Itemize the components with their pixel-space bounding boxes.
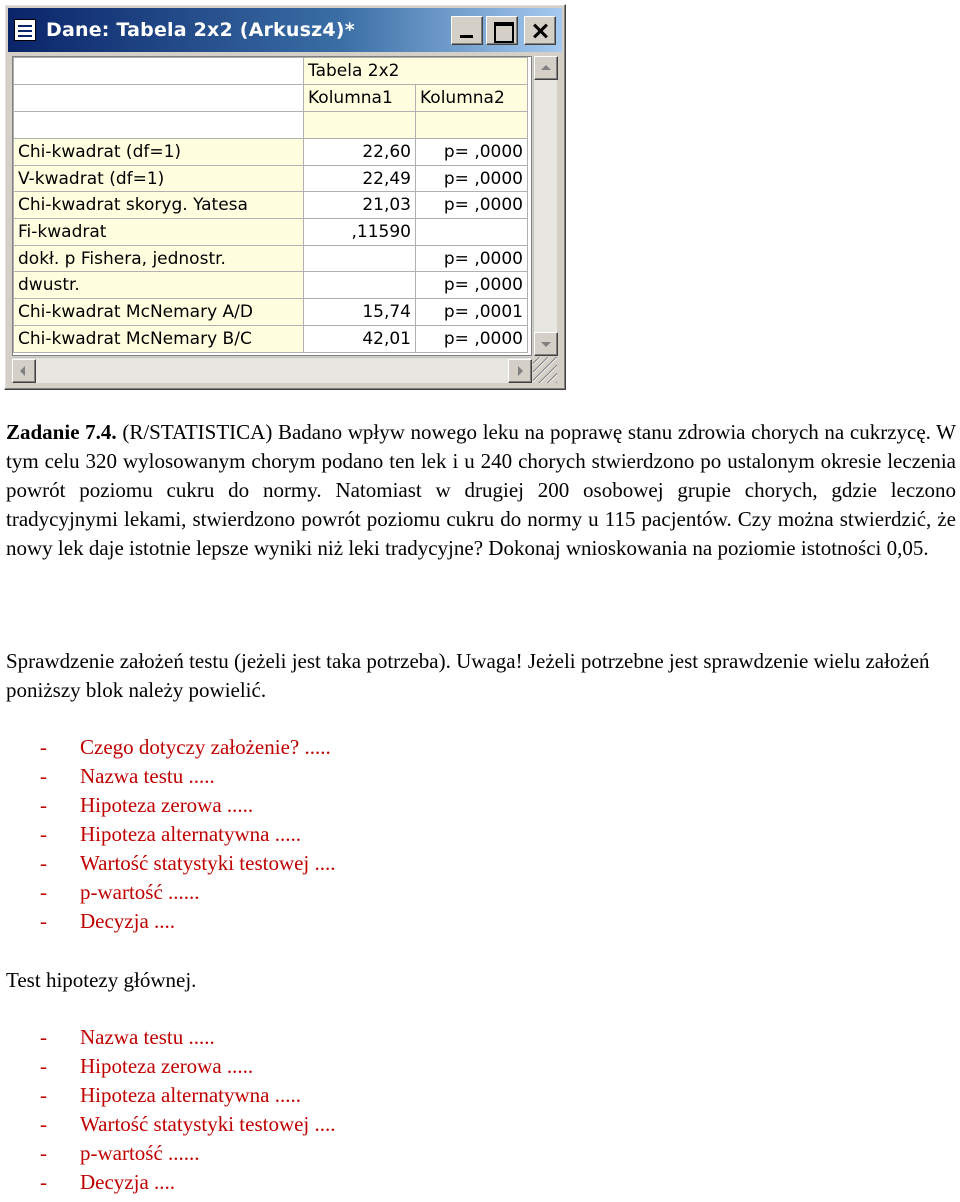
cell-kolumna1[interactable]: 15,74 bbox=[304, 299, 416, 326]
list-item: - Hipoteza zerowa ..... bbox=[40, 791, 336, 820]
vertical-scrollbar[interactable] bbox=[533, 56, 557, 356]
window-title: Dane: Tabela 2x2 (Arkusz4)* bbox=[46, 19, 355, 41]
list-item: - Decyzja .... bbox=[40, 1168, 336, 1197]
table-row bbox=[14, 139, 528, 166]
maximize-button[interactable] bbox=[486, 16, 518, 45]
list-item: - Czego dotyczy założenie? ..... bbox=[40, 733, 336, 762]
list-item: - Wartość statystyki testowej .... bbox=[40, 1110, 336, 1139]
cell-kolumna1[interactable]: 22,49 bbox=[304, 165, 416, 192]
close-button[interactable] bbox=[524, 16, 556, 45]
column-header-1-blank bbox=[304, 112, 416, 139]
row-label[interactable]: V-kwadrat (df=1) bbox=[14, 165, 304, 192]
list-item: - p-wartość ...... bbox=[40, 878, 336, 907]
size-grip-icon[interactable] bbox=[533, 357, 557, 383]
exercise-text: (R/STATISTICA) Badano wpływ nowego leku na poprawę stanu zdrowia chorych na cukrzycę. W tym celu 320 wylosowanym chorym podano ten lek i u 240 chorych stwierdzono po ustalonym okresie leczenia powrót poziomu cukru do normy. Natomiast w drugiej 200 osobowej grupie chorych, gdzie leczono tradycyjnymi lekami, stwierdzono powrót poziomu cukru do normy u 115 pacjentów. Czy można stwierdzić, że nowy lek daje istotnie lepsze wyniki niż leki tradycyjne? Dokonaj wnioskowania na poziomie istotności 0,05. bbox=[6, 420, 957, 560]
list-item: - p-wartość ...... bbox=[40, 1139, 336, 1168]
table-row bbox=[14, 192, 528, 219]
cell-kolumna2[interactable]: p= ,0000 bbox=[416, 192, 528, 219]
row-label[interactable]: Fi-kwadrat bbox=[14, 219, 304, 246]
assumptions-list bbox=[40, 733, 336, 936]
cell-kolumna1[interactable] bbox=[304, 272, 416, 299]
column-header-2-blank bbox=[416, 112, 528, 139]
horizontal-scrollbar[interactable] bbox=[12, 357, 532, 383]
exercise-label: Zadanie 7.4. bbox=[6, 420, 117, 444]
exercise-paragraph bbox=[6, 418, 956, 563]
table-row bbox=[14, 245, 528, 272]
corner-cell bbox=[14, 112, 304, 139]
table-row bbox=[14, 299, 528, 326]
scroll-right-icon[interactable] bbox=[508, 359, 532, 383]
list-item: - Nazwa testu ..... bbox=[40, 1023, 336, 1052]
results-table bbox=[13, 57, 528, 353]
main-test-heading: Test hipotezy głównej. bbox=[6, 968, 197, 992]
spreadsheet-icon bbox=[14, 19, 36, 41]
cell-kolumna1[interactable] bbox=[304, 245, 416, 272]
row-label[interactable]: dokł. p Fishera, jednostr. bbox=[14, 245, 304, 272]
list-item: - Wartość statystyki testowej .... bbox=[40, 849, 336, 878]
table-row bbox=[14, 325, 528, 352]
cell-kolumna2[interactable]: p= ,0000 bbox=[416, 272, 528, 299]
row-label[interactable]: dwustr. bbox=[14, 272, 304, 299]
minimize-button[interactable] bbox=[451, 16, 483, 45]
window-titlebar[interactable] bbox=[8, 8, 562, 52]
list-item: - Hipoteza zerowa ..... bbox=[40, 1052, 336, 1081]
statistica-window bbox=[4, 4, 566, 390]
column-header-1[interactable]: Kolumna1 bbox=[304, 85, 416, 112]
cell-kolumna2[interactable]: p= ,0001 bbox=[416, 299, 528, 326]
table-row bbox=[14, 219, 528, 246]
main-test-list bbox=[40, 1023, 336, 1197]
list-item: - Hipoteza alternatywna ..... bbox=[40, 1081, 336, 1110]
table-header-title: Tabela 2x2 bbox=[304, 58, 528, 85]
row-label[interactable]: Chi-kwadrat skoryg. Yatesa bbox=[14, 192, 304, 219]
scroll-left-icon[interactable] bbox=[12, 359, 36, 383]
row-label[interactable]: Chi-kwadrat (df=1) bbox=[14, 139, 304, 166]
assumptions-intro: Sprawdzenie założeń testu (jeżeli jest taka potrzeba). Uwaga! Jeżeli potrzebne jest sprawdzenie wielu założeń poniższy blok należy powielić. bbox=[6, 649, 930, 702]
corner-cell bbox=[14, 58, 304, 85]
scroll-up-icon[interactable] bbox=[534, 56, 558, 80]
row-label[interactable]: Chi-kwadrat McNemary B/C bbox=[14, 325, 304, 352]
cell-kolumna1[interactable]: 42,01 bbox=[304, 325, 416, 352]
cell-kolumna2[interactable]: p= ,0000 bbox=[416, 245, 528, 272]
results-grid[interactable] bbox=[12, 56, 532, 356]
cell-kolumna2[interactable]: p= ,0000 bbox=[416, 165, 528, 192]
cell-kolumna2[interactable]: p= ,0000 bbox=[416, 139, 528, 166]
list-item: - Nazwa testu ..... bbox=[40, 762, 336, 791]
corner-cell bbox=[14, 85, 304, 112]
row-label[interactable]: Chi-kwadrat McNemary A/D bbox=[14, 299, 304, 326]
cell-kolumna2[interactable] bbox=[416, 219, 528, 246]
list-item: - Hipoteza alternatywna ..... bbox=[40, 820, 336, 849]
list-item: - Decyzja .... bbox=[40, 907, 336, 936]
cell-kolumna1[interactable]: 21,03 bbox=[304, 192, 416, 219]
column-header-2[interactable]: Kolumna2 bbox=[416, 85, 528, 112]
cell-kolumna1[interactable]: ,11590 bbox=[304, 219, 416, 246]
cell-kolumna2[interactable]: p= ,0000 bbox=[416, 325, 528, 352]
cell-kolumna1[interactable]: 22,60 bbox=[304, 139, 416, 166]
scroll-down-icon[interactable] bbox=[534, 332, 558, 356]
table-row bbox=[14, 272, 528, 299]
table-row bbox=[14, 165, 528, 192]
